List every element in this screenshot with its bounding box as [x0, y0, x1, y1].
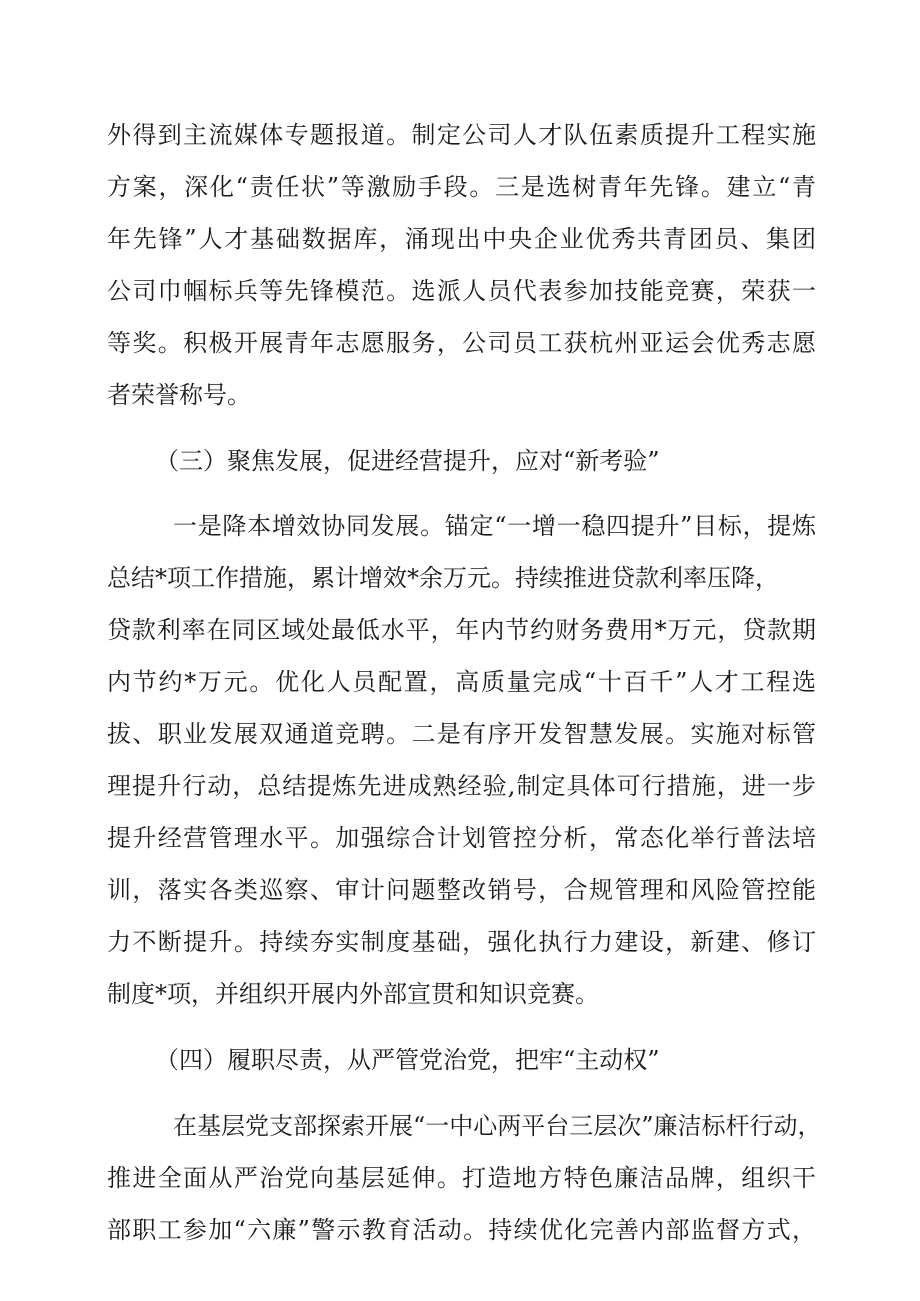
text-line: 拔、职业发展双通道竞聘。二是有序开发智慧发展。实施对标管	[107, 720, 816, 748]
text-line: 总结*项工作措施，累计增效*余万元。持续推进贷款利率压降，	[107, 564, 779, 592]
text-line: 内节约*万元。优化人员配置，高质量完成“十百千”人才工程选	[107, 668, 816, 696]
section-heading: （三）聚焦发展，促进经营提升，应对“新考验”	[155, 447, 660, 475]
text-line: 方案，深化“责任状”等激励手段。三是选树青年先锋。建立“青	[107, 173, 816, 201]
text-line: 贷款利率在同区域处最低水平，年内节约财务费用*万元，贷款期	[107, 616, 816, 644]
text-line: 者荣誉称号。	[107, 381, 251, 409]
text-line: 年先锋”人才基础数据库，涌现出中央企业优秀共青团员、集团	[107, 225, 816, 253]
text-line: 等奖。积极开展青年志愿服务，公司员工获杭州亚运会优秀志愿	[107, 329, 816, 357]
text-line: 力不断提升。持续夯实制度基础，强化执行力建设，新建、修订	[107, 928, 816, 956]
text-line: 推进全面从严治党向基层延伸。打造地方特色廉洁品牌，组织干	[107, 1164, 816, 1192]
text-line: 理提升行动，总结提炼先进成熟经验,制定具体可行措施，进一步	[107, 772, 816, 800]
text-line: 部职工参加“六廉”警示教育活动。持续优化完善内部监督方式，	[107, 1216, 816, 1244]
text-line: 提升经营管理水平。加强综合计划管控分析，常态化举行普法培	[107, 824, 816, 852]
text-line: 一是降本增效协同发展。锚定“一增一稳四提升”目标，提炼	[173, 512, 816, 540]
text-line: 外得到主流媒体专题报道。制定公司人才队伍素质提升工程实施	[107, 121, 816, 149]
text-line: 制度*项，并组织开展内外部宣贯和知识竞赛。	[107, 980, 599, 1008]
text-line: 训，落实各类巡察、审计问题整改销号，合规管理和风险管控能	[107, 876, 816, 904]
section-heading: （四）履职尽责，从严管党治党，把牢“主动权”	[155, 1046, 660, 1074]
text-line: 公司巾帼标兵等先锋模范。选派人员代表参加技能竞赛，荣获一	[107, 277, 816, 305]
text-line: 在基层党支部探索开展“一中心两平台三层次”廉洁标杆行动，	[173, 1112, 822, 1140]
